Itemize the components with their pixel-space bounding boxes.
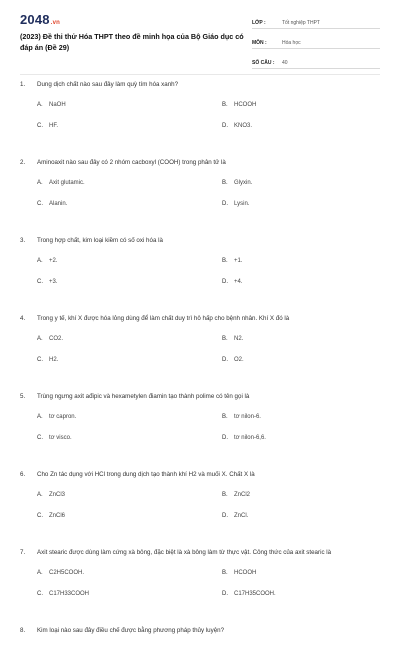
answer-option[interactable] [200, 336, 380, 345]
option-text: C17H35COOH. [234, 591, 276, 597]
site-logo[interactable] [20, 12, 60, 27]
exam-meta [252, 12, 380, 72]
option-letter: C. [37, 435, 43, 441]
option-letter: D. [222, 357, 228, 363]
option-text: N2. [234, 336, 244, 342]
answer-option[interactable] [20, 201, 200, 210]
question-number: 4. [20, 315, 26, 322]
question-stem [20, 80, 380, 89]
answer-option[interactable] [200, 102, 380, 111]
answer-option[interactable] [200, 435, 380, 444]
answer-option[interactable] [20, 492, 200, 501]
answer-options [20, 414, 380, 456]
answer-option[interactable] [200, 492, 380, 501]
option-letter: C. [37, 201, 43, 207]
question-item [20, 236, 380, 300]
answer-option[interactable] [20, 123, 200, 132]
question-number: 6. [20, 471, 26, 478]
question-item [20, 626, 380, 635]
option-letter: D. [222, 201, 228, 207]
question-stem [20, 392, 380, 401]
option-letter: A. [37, 336, 43, 342]
option-letter: C. [37, 591, 43, 597]
question-stem [20, 626, 380, 635]
option-text: KNO3. [234, 123, 253, 129]
option-letter: D. [222, 435, 228, 441]
option-letter: A. [37, 570, 43, 576]
option-text: NaOH [49, 102, 66, 108]
question-item [20, 80, 380, 144]
option-text: HF. [49, 123, 58, 129]
answer-options [20, 258, 380, 300]
question-stem [20, 548, 380, 557]
question-text: Kim loại nào sau đây điều chế được bằng phương pháp thủy luyện? [37, 627, 225, 634]
option-text: tơ nilon-6,6. [234, 435, 266, 441]
answer-option[interactable] [200, 258, 380, 267]
option-text: +1. [234, 258, 243, 264]
answer-option[interactable] [20, 513, 200, 522]
option-text: Glyxin. [234, 180, 253, 186]
question-number: 7. [20, 549, 26, 556]
question-text: Aminoaxit nào sau đây có 2 nhóm cacboxyl (COOH) trong phân tử là [37, 159, 226, 166]
option-letter: B. [222, 258, 228, 264]
option-letter: B. [222, 336, 228, 342]
question-item [20, 548, 380, 612]
option-letter: A. [37, 180, 43, 186]
question-stem [20, 470, 380, 479]
option-text: HCOOH [234, 102, 257, 108]
answer-option[interactable] [200, 279, 380, 288]
question-text: Trong hợp chất, kim loại kiềm có số oxi hóa là [37, 237, 163, 244]
meta-count-row [252, 52, 380, 69]
logo-text: 2048 [20, 12, 50, 27]
question-item [20, 158, 380, 222]
question-text: Trong y tế, khí X được hóa lỏng dùng để làm chất duy trì hô hấp cho bệnh nhân. Khí X đó là [37, 315, 290, 322]
option-letter: B. [222, 570, 228, 576]
option-text: +2. [49, 258, 58, 264]
option-text: HCOOH [234, 570, 257, 576]
option-letter: D. [222, 513, 228, 519]
option-letter: D. [222, 591, 228, 597]
question-number: 1. [20, 81, 26, 88]
option-text: H2. [49, 357, 59, 363]
question-number: 2. [20, 159, 26, 166]
meta-value: Hóa học [282, 40, 301, 46]
answer-options [20, 102, 380, 144]
answer-option[interactable] [200, 591, 380, 600]
meta-label: SỐ CÂU : [252, 60, 275, 66]
question-text: Cho Zn tác dụng với HCl trong dung dịch tạo thành khí H2 và muối X. Chất X là [37, 471, 255, 478]
logo-suffix: .vn [50, 20, 61, 26]
option-letter: A. [37, 102, 43, 108]
option-letter: B. [222, 414, 228, 420]
option-text: +4. [234, 279, 243, 285]
option-text: tơ visco. [49, 435, 72, 441]
option-letter: B. [222, 180, 228, 186]
answer-option[interactable] [20, 336, 200, 345]
option-text: Axit glutamic. [49, 180, 85, 186]
answer-options [20, 492, 380, 534]
answer-option[interactable] [200, 570, 380, 579]
meta-label: MÔN : [252, 40, 267, 46]
header-divider [20, 74, 380, 75]
question-item [20, 314, 380, 378]
answer-option[interactable] [20, 102, 200, 111]
question-stem [20, 314, 380, 323]
question-text: Dung dịch chất nào sau đây làm quỳ tím hóa xanh? [37, 81, 179, 88]
option-letter: A. [37, 258, 43, 264]
answer-option[interactable] [200, 180, 380, 189]
option-text: ZnCl3 [49, 492, 66, 498]
option-text: C2H5COOH. [49, 570, 85, 576]
option-text: Lysin. [234, 201, 250, 207]
question-stem [20, 158, 380, 167]
option-text: tơ nilon-6. [234, 414, 261, 420]
option-text: Alanin. [49, 201, 68, 207]
question-text: Axit stearic được dùng làm cứng xà bông, đặc biệt là xà bông làm từ thực vật. Công thức của axit stearic là [37, 549, 332, 556]
option-letter: C. [37, 279, 43, 285]
meta-value: 40 [282, 60, 288, 66]
exam-title: (2023) Đề thi thử Hóa THPT theo đề minh họa của Bộ Giáo dục có đáp án (Đề 29) [20, 32, 244, 52]
option-letter: B. [222, 102, 228, 108]
option-text: ZnCl2 [234, 492, 251, 498]
answer-options [20, 180, 380, 222]
question-number: 3. [20, 237, 26, 244]
question-item [20, 392, 380, 456]
answer-option[interactable] [20, 414, 200, 423]
option-text: C17H33COOH [49, 591, 90, 597]
meta-class-row [252, 12, 380, 29]
question-list [20, 80, 380, 649]
option-text: O2. [234, 357, 244, 363]
meta-label: LỚP : [252, 20, 266, 26]
answer-option[interactable] [200, 513, 380, 522]
option-letter: D. [222, 279, 228, 285]
answer-options [20, 336, 380, 378]
question-number: 5. [20, 393, 26, 400]
answer-option[interactable] [200, 414, 380, 423]
option-text: ZnCl6 [49, 513, 66, 519]
answer-option[interactable] [20, 435, 200, 444]
answer-option[interactable] [200, 357, 380, 366]
option-letter: D. [222, 123, 228, 129]
option-letter: C. [37, 513, 43, 519]
question-text: Trùng ngưng axit ađipic và hexametylen điamin tạo thành polime có tên gọi là [37, 393, 250, 400]
option-text: CO2. [49, 336, 64, 342]
option-letter: A. [37, 492, 43, 498]
answer-option[interactable] [20, 570, 200, 579]
document-header [0, 0, 400, 78]
answer-option[interactable] [200, 123, 380, 132]
answer-option[interactable] [20, 591, 200, 600]
option-text: tơ capron. [49, 414, 77, 420]
option-text: +3. [49, 279, 58, 285]
question-item [20, 470, 380, 534]
option-text: ZnCl. [234, 513, 249, 519]
option-letter: C. [37, 357, 43, 363]
answer-options [20, 570, 380, 612]
question-stem [20, 236, 380, 245]
answer-option[interactable] [20, 180, 200, 189]
option-letter: B. [222, 492, 228, 498]
meta-value: Tốt nghiệp THPT [282, 20, 320, 26]
option-letter: A. [37, 414, 43, 420]
answer-option[interactable] [20, 279, 200, 288]
answer-option[interactable] [200, 201, 380, 210]
option-letter: C. [37, 123, 43, 129]
question-number: 8. [20, 627, 26, 634]
answer-option[interactable] [20, 258, 200, 267]
answer-option[interactable] [20, 357, 200, 366]
meta-subject-row [252, 32, 380, 49]
